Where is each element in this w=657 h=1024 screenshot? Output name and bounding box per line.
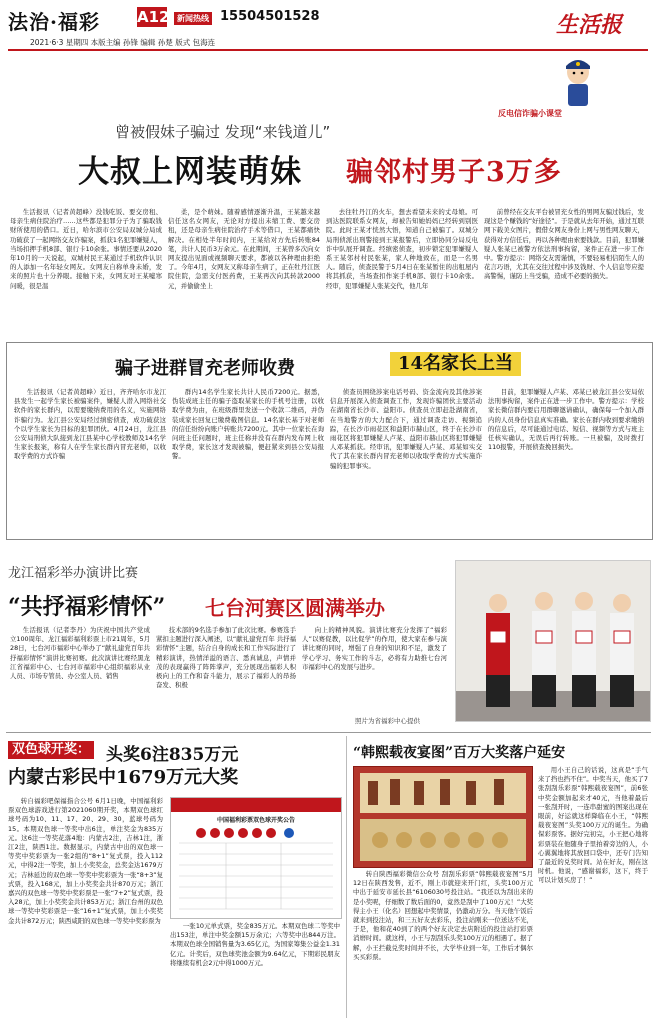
story1-column-4: 前曾经在交友平台被冒充女性的男网友骗过钱后，发现这是个赚钱的“好途径”。于是就从去年开始，通过互联网下载美女图片，假借女网友身份上网与男性网友聊天，获得对方信任后，再以各种理由索要钱款。目前，犯罪嫌疑人张某已被警方依法刑事拘留，案件正在进一步工作中。警方提示：网络交友需谨慎，不要轻易相信陌生人的花言巧语，尤其在交往过程中涉及钱财、个人信息等应提高警惕，谨防上当受骗，造成不必要的损失。 xyxy=(484,208,644,281)
story2-column-3: 侦查员围绕涉案电话号码、资金流向及其他涉案信息开展深入侦查调查工作，发现诈骗团伙主要活动在湖南省长沙市、益阳市。侦查员立即赶赴湖南省，在当地警方的大力配合下，通过调查走访、视频追踪，在长沙市雨花区和益阳市赫山区，终于在长沙市雨花区将犯罪嫌疑人卢某、益阳市赫山区将犯罪嫌疑人邓某抓获。经审讯，犯罪嫌疑人卢某、邓某如实交代了其在家长群内冒充老师以收取学费的方式实施诈骗的犯罪事实。 xyxy=(330,388,482,470)
award-ceremony-photo xyxy=(455,560,651,722)
story2-headline-highlight: 14名家长上当 xyxy=(390,352,521,376)
story3-column-2: 技术部的9名选手参加了此次比赛。参赛选手紧扣主题进行深入阐述，以“献礼建党百年 共抒福彩情怀”主题，结合自身的成长和工作实际进行了精彩演讲，热情洋溢的语言、悉真诚息，声情并茂的表现赢得了阵阵掌声，充分展现出福彩人积极向上的工作和奋斗能力，展示了福彩人的昂扬奋发、积极 xyxy=(156,626,296,690)
page-number: A12 xyxy=(137,8,170,26)
story1-kicker: 曾被假妹子骗过 发现“来钱道儿” xyxy=(115,123,331,141)
story1-column-1: 生活报讯（记者黄超峰）没钱吃饭、要交房租、母亲生病住院治疗……这些都是犯罪分子为了骗取钱财所使用的借口。近日，哈尔滨市公安局双城分局成功破获了一起网络交友诈骗案，抓获1名犯罪嫌疑人，当场扣押手机8部、银行卡10余张。事情还要从2020年10月的一天说起，双城村民王某通过手机软件认识的人添加一名年轻女网友。女网友自称单身未婚，发来的照片也十分养眼。接触下来，女网友对王某嘘寒问暖，很是温 xyxy=(10,208,162,290)
story5-column-1: 转自陕西福彩微信公众号 刮刮乐彩票“韩熙载夜宴图”5月12日在陕西发售，近不，刚上市就迎来开门红，头奖100万元中出于延安市延长县“6106030号投注站。“我还以为刮出来的是小奖呢，仔细数了数后面的0，竟然是刮中了100万元！”大奖得主小王（化名）回想起中奖情景，仍激动万分。当天他午饭后就来到投注站，和三五好友去彩乐，投注站刚来一位送达不光，于是，他和花40到了的两个好友决定去店附近的投注站打彩票消磨时间。就这样，小王与刮刮乐头奖100万元的相遇了。据了解，小王拦截兑奖时间并不长，大学毕业到一年，工作后才偶尔买买彩票。 xyxy=(353,870,533,961)
story1-headline-sub: 骗邻村男子3万多 xyxy=(346,157,562,188)
story1-column-2: 柔，是个萌妹。随着感情逐渐升温，王某越来越信任这名女网友，无论对方提出未缩工费、要交房租，还是母亲生病住院治疗手术等借口，王某都痛快解决。在相处半年时间内，王某给对方先后转账84笔，共计人民币3万余元。在此期间，王某曾多次向女网友提出见面或视频聊天要求，都被以各种理由拒绝了。今年4月，女网友又称母亲生病了，正在牡丹江医院住院，急需支付医药费，王某再次向其转款2000元，并偷偷坐上 xyxy=(168,208,320,290)
anti-fraud-badge: 反电信诈骗小课堂 xyxy=(498,109,562,118)
story3-headline-sub: 七台河赛区圆满举办 xyxy=(205,596,385,620)
section-title: 法治·福彩 xyxy=(8,10,100,34)
story2-column-4: 目前，犯罪嫌疑人卢某、邓某已被龙江县公安局依法刑事拘留，案件正在进一步工作中。警方提示：学校家长微信群内要启用群聊邀请确认，确保每一个加入群内的人员身份信息真实准确。家长在群内收到要求缴纳的信息后，尽可能通过电话、短信、视频等方式与班主任核实确认，无误后再行转账。一旦被骗，及时拨打110报警，开展侦查挽回损失。 xyxy=(488,388,644,452)
story3-column-3: 向上的精神风貌。演讲比赛充分发挥了“福彩人”以赛促教，以比促学”的作用，使大家在参与演讲比赛的同时，增强了自身的知识和不足，激发了学心学习、务实工作的斗志，必将有力助推七台河市福彩中心的发展与进步。 xyxy=(302,626,447,671)
column-divider xyxy=(346,736,347,1018)
masthead-meta: 2021·6·3 星期四 本版主编 孙锋 编辑 孙楚 版式 包海连 xyxy=(30,38,216,47)
police-cartoon-icon xyxy=(563,58,593,108)
hotline-number: 15504501528 xyxy=(220,9,320,24)
story4-headline-main: 头奖6注835万元 xyxy=(106,745,239,765)
header-rule xyxy=(8,49,648,51)
story3-photo-caption: 照片为省福彩中心提供 xyxy=(355,717,420,725)
story1-column-3: 去往牡丹江的火车，想去看望未来的丈母娘。可到达医院联系女网友，却被告知她妈妈已经转到别医院。此时王某才恍然大悟，知道自己被骗了。双城分局刑侦派出刑警接到王某报警后，立即协同分局反电诈中队展开调查。经缜密侦查，初步锁定犯罪嫌疑人系王某邻村村民张某，家人种地致在，而是一名男人。随后，侦查民警于5月4日在张某暂住的出租屋内将其抓获，当场查扣作案手机8部、银行卡10余张。经审，犯罪嫌疑人张某交代，他几年 xyxy=(326,208,478,290)
story3-headline-main: “共抒福彩情怀” xyxy=(8,594,166,620)
newspaper-logo: 生活报 xyxy=(556,12,623,38)
hotline-label: 新闻热线 xyxy=(174,12,212,25)
story2-headline-main: 骗子进群冒充老师收费 xyxy=(115,358,295,379)
story4-column-1: 转自福彩吧保福指合公号 6月1日晚，中国福利彩票双色球游戏进行第2021060期开奖，本期双色球红球号码为10、11、17、20、29、30，蓝球号码为15。本期双色球一等奖中出6注，单注奖金为835万元。这6注一等奖花落4地：内蒙古2注，吉林1注，浙江2注，陕西1注。数据显示，内蒙古中出的双色球一等奖中奖彩票为一张2组的“8+1”复式票，投入112元，中得2注一等奖，加上小奖奖金，总奖金达1679万元；吉林延边的双色球一等奖中奖彩票为一张“8+3”复式票，投入168元，加上小奖奖金共计870万元；浙江嘉兴的双色球一等奖中奖彩票是一张“7+2”复式票，投入28元，加上小奖奖金共计853万元；浙江台州的双色球一等奖中奖彩票是一张“16+1”复式票，加上小奖奖金共计872万元；陕西咸阳的双色球一等奖中奖彩票为 xyxy=(8,797,163,925)
story3-kicker: 龙江福彩举办演讲比赛 xyxy=(8,566,139,581)
story1-headline-main: 大叔上网装萌妹 xyxy=(78,154,302,190)
story4-column-2: 一张10元单式票，奖金835万元。本期双色球二等奖中出153注，单注中奖金额15万余元；六等奖中出844万注。本期双色球全国销售量为3.65亿元，为国家筹集公益金1.31亿元。计奖后，双色球奖池金额为9.64亿元，下期彩民朋友将继续有机会2元中得1000万元。 xyxy=(170,922,340,967)
lottery-announcement-image xyxy=(170,797,342,919)
story4-headline-sub: 内蒙古彩民中1679万元大奖 xyxy=(8,767,239,788)
section-divider xyxy=(6,732,651,733)
story2-column-2: 群内14名学生家长共计人民币7200元。据悉，伪装成班主任的骗子盗取某家长的手机号注册，以收取学费为由，在班级群里发送一个收款二维码，并伪装成家长回复已缴费截图信息。14名家长基于对老师的信任纷纷向账户转账共7200元。其中一位家长在询问班主任问题时，班主任称并没有在群内发布网上收取学费，家长这才发现被骗，便赶紧来到县公安局报警。 xyxy=(172,388,324,461)
story5-column-2: 用小王自己的话说，这真是“手气来了挡也挡不住”。中奖当天，他买了7张刮刮乐彩票“韩熙载夜宴图”，前6张中奖金额加起来才40元，当他着最后一张刮开时，一连串甜蜜的图案出现在眼前，好运就这样降临在小王，“韩熙载夜宴图”头奖100万元的诞生。为确保彩票客。据好完初完，小王把心地将彩票装在他随身子里拍着旁边的人，小心翼翼地将其放回口袋中，还专门告知了最近的兑奖时间。站在好友，刚在这时机。他说，“感谢福彩，这下，终于可以计划买房了！” xyxy=(538,766,648,885)
lottery-table-title: 中国福利彩票双色球开奖公告 xyxy=(216,817,295,824)
story3-column-1: 生活报讯（记者李丹）为庆祝中国共产党成立100周年、龙江福彩福利彩票上市21周年，5月28日，七台河市福彩中心举办了“献礼建党百年共抒福彩情怀”演讲比赛初赛。此次演讲比赛经黑龙江省福彩中心、七台河市福彩中心组织福彩从业人员、市场专管员、办公室人员、销售 xyxy=(10,626,150,681)
story2-column-1: 生活报讯（记者黄超峰）近日，齐齐哈尔市龙江县发生一起学生家长被骗案件，嫌疑人潜入网络社交软件的家长群内，以需要缴纳费用的名义，实施网络诈骗行为。龙江县公安局经过缜密侦查，成功破获这个以学生家长为目标的犯罪团伙。4月24日，龙江县公安局刑侦大队接到龙江县某中心学校教师及14名学生家长报案，称有人在学生家长群内冒充老师，以收取学费的方式诈骗 xyxy=(14,388,166,461)
story4-kicker-label: 双色球开奖： xyxy=(8,741,94,759)
story5-headline: “韩熙载夜宴图”百万大奖落户延安 xyxy=(353,745,566,761)
scratch-ticket-image xyxy=(353,766,533,868)
